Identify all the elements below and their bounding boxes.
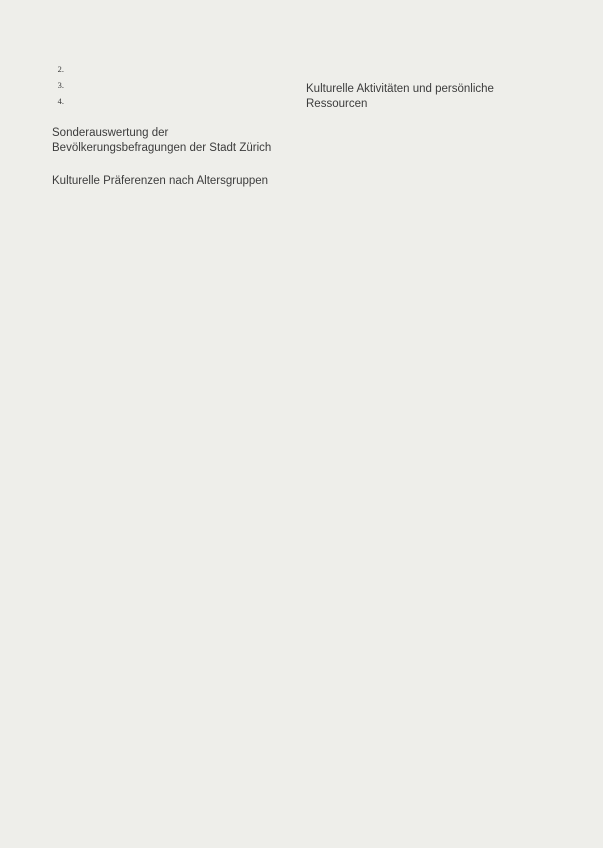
list-item [66,80,300,92]
list-item [66,64,300,76]
list-item [66,96,300,108]
section-heading: Sonderauswertung der Bevölkerungsbefragungen der Stadt Zürich [52,127,272,154]
section-heading: Kulturelle Aktivitäten und persönliche Ressourcen [306,83,494,110]
right-column [306,64,554,122]
left-column [52,64,300,199]
numbered-list [52,64,300,108]
section-heading: Kulturelle Präferenzen nach Altersgruppen [52,175,269,187]
